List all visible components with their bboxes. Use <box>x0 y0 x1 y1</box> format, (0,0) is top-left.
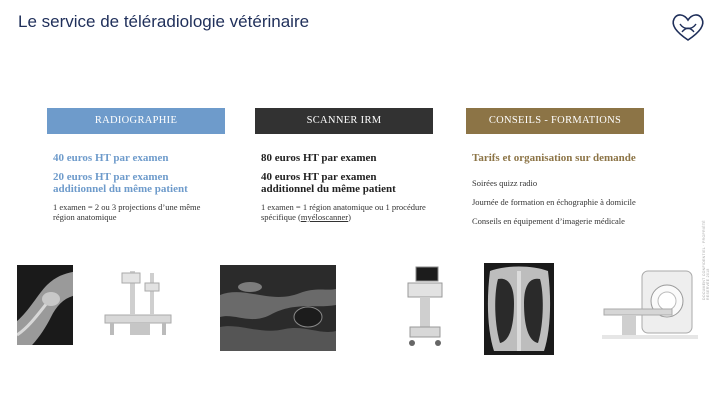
heart-knot-logo-icon <box>668 10 708 44</box>
xray-machine-image <box>100 267 178 339</box>
scanner-irm-price: 80 euros HT par examen <box>261 152 377 164</box>
ultrasound-scan-image <box>220 265 336 351</box>
conseils-item: Conseils en équipement d’imagerie médicale <box>472 216 625 226</box>
image-strip <box>0 255 720 355</box>
scanner-irm-note-end: ) <box>348 212 351 222</box>
conseils-formations-column <box>466 108 644 235</box>
scanner-irm-header: SCANNER IRM <box>255 108 433 134</box>
radiographie-column <box>47 108 225 222</box>
scanner-irm-additional-price: 40 euros HT par examen additionnel du même patient <box>261 171 396 195</box>
radiographie-header: RADIOGRAPHIE <box>47 108 225 134</box>
conseils-item: Journée de formation en échographie à domicile <box>472 197 636 207</box>
conseils-formations-header: CONSEILS - FORMATIONS <box>466 108 644 134</box>
scanner-irm-column <box>255 108 433 222</box>
xray-joint-image <box>17 265 73 345</box>
radiographie-note: 1 examen = 2 ou 3 projections d’une même région anatomique <box>53 202 201 222</box>
side-note: DOCUMENT CONFIDENTIEL · PROPRIÉTÉ RESERVÉE 2018 <box>702 220 710 300</box>
scanner-irm-note-text: 1 examen = 1 région anatomique ou 1 procédure spécifique ( <box>261 202 426 222</box>
page-title: Le service de téléradiologie vétérinaire <box>18 12 310 31</box>
conseils-tagline: Tarifs et organisation sur demande <box>472 152 636 164</box>
myeloscanner-link[interactable]: myéloscanner <box>300 212 349 222</box>
thorax-ct-image <box>484 263 554 355</box>
ultrasound-machine-image <box>398 265 448 349</box>
radiographie-additional-price: 20 euros HT par examen additionnel du même patient <box>53 171 188 195</box>
ct-scanner-image <box>602 265 698 349</box>
conseils-item: Soirées quizz radio <box>472 178 538 188</box>
scanner-irm-note <box>261 202 427 222</box>
radiographie-price: 40 euros HT par examen <box>53 152 169 164</box>
